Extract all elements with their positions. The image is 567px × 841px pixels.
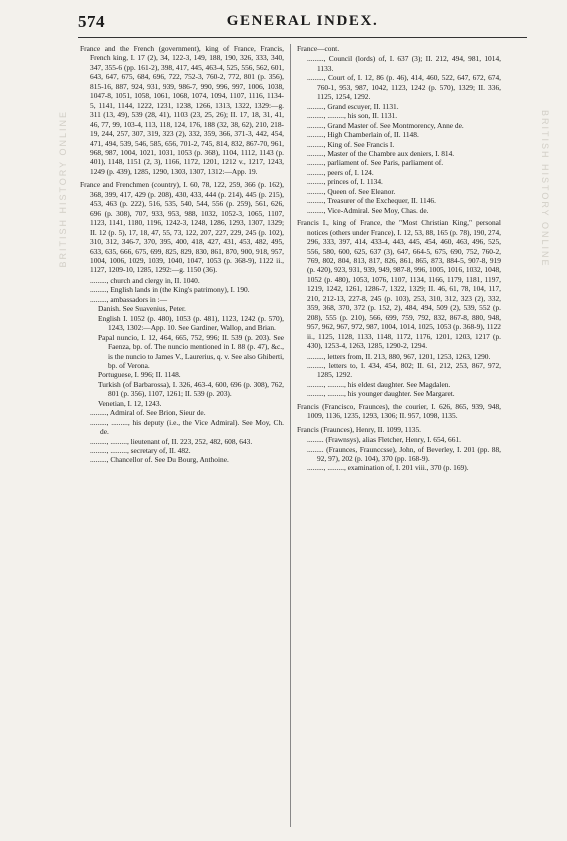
page-number: 574 <box>78 12 105 31</box>
index-subentry: Danish. See Suavenius, Peter. <box>98 304 186 314</box>
index-subentry: ........., ........., examination of, I. 201 viii., 370 (p. 169). <box>307 463 469 473</box>
index-subentry: Turkish (of Barbarossa), I. 326, 463-4, 600, 696 (p. 308), 762, 801 (p. 356), 1107, 1261; II. 539 (p. 203). <box>98 379 284 399</box>
index-subentry: ........., peers of, I. 124. <box>307 167 374 177</box>
watermark-left: BRITISH HISTORY ONLINE <box>58 110 68 268</box>
header-rule <box>78 37 527 38</box>
index-subentry: ........., King of. See Francis I. <box>307 139 395 149</box>
index-subentry: ........., Master of the Chambre aux deniers, I. 814. <box>307 148 455 158</box>
index-subentry: ........., Treasurer of the Exchequer, II. 1146. <box>307 196 436 206</box>
index-subentry: ........., ........., his son, II. 1131. <box>307 111 398 121</box>
index-subentry: Papal nuncio, I. 12, 464, 665, 752, 996; II. 539 (p. 203). See Faenza, bp. of. The nuncio mentioned in I. 88 (p. 47), &c., is the nuncio to James V., Laurerius, q. v. See also Ghiberti, bp. of Verona. <box>98 332 284 370</box>
index-subentry: ........., ........., his deputy (i.e., the Vice Admiral). See Moy, Ch. de. <box>90 417 284 437</box>
index-subentry: ........., letters to, I. 434, 454, 802; II. 61, 212, 253, 867, 972, 1285, 1292. <box>307 360 501 380</box>
index-subentry: ........., ........., his younger daughter. See Margaret. <box>307 389 455 399</box>
index-column-left <box>80 44 284 465</box>
index-subentry: ........., church and clergy in, II. 1040. <box>90 275 200 285</box>
index-entry: France—cont. <box>297 44 340 53</box>
index-subentry: ........., Council (lords) of, I. 637 (3); II. 212, 494, 981, 1014, 1133. <box>307 54 501 73</box>
index-entry: Francis (Fraunces), Henry, II. 1099, 1135. <box>297 424 422 434</box>
index-subentry: ........., Grand Master of. See Montmorency, Anne de. <box>307 120 464 130</box>
index-subentry: ........., letters from, II. 213, 880, 967, 1201, 1253, 1263, 1290. <box>307 351 491 361</box>
index-subentry: ......... (Frawnsys), alias Fletcher, Henry, I. 654, 661. <box>307 435 461 445</box>
index-subentry: Portuguese, I. 996; II. 1148. <box>98 370 181 380</box>
index-subentry: ........., ambassadors in :— <box>90 294 167 304</box>
index-subentry: ........., Admiral of. See Brion, Sieur de. <box>90 408 206 418</box>
index-column-right <box>297 44 501 473</box>
running-head-title: GENERAL INDEX. <box>226 13 379 29</box>
index-subentry: ........., Chancellor of. See Du Bourg, Anthoine. <box>90 455 229 465</box>
index-subentry: ........., princes of, I. 1134. <box>307 177 383 187</box>
index-subentry: ......... (Fraunces, Fraunccsse), John, of Beverley, I. 201 (pp. 88, 92, 97), 202 (p. 104), 370 (pp. 168-9). <box>307 444 501 464</box>
index-subentry: Venetian, I. 12, 1243. <box>98 398 162 408</box>
index-subentry: ........., Grand escuyer, II. 1131. <box>307 101 399 111</box>
watermark-right: BRITISH HISTORY ONLINE <box>540 110 550 268</box>
index-subentry: ........., ........., his eldest daughter. See Magdalen. <box>307 379 451 389</box>
index-subentry: ........., parliament of. See Paris, parliament of. <box>307 158 444 168</box>
column-divider <box>290 44 291 827</box>
page-header <box>78 12 527 38</box>
index-subentry: ........., High Chamberlain of, II. 1148. <box>307 130 419 140</box>
index-entry: Francis (Francisco, Fraunces), the courier, I. 626, 865, 939, 948, 1009, 1136, 1235, 1293, 1306; II. 957, 1098, 1135. <box>297 401 501 421</box>
index-subentry: ........., English lands in (the King's patrimony), I. 190. <box>90 285 250 295</box>
index-subentry: ........., Vice-Admiral. See Moy, Chas. de. <box>307 205 429 215</box>
index-entry: France and Frenchmen (country), I. 60, 78, 122, 259, 366 (p. 162), 368, 399, 417, 429 (p. 208), 430, 433, 444 (p. 214), 445 (p. 215), 453, 463 (p. 222), 516, 535, 540, 544, 556 (p. 259), 561, 626, 696 (p. 308), 707, 933, 953, 988, 1032, 1052-3, 1065, 1107, 1123, 1141, 1180, 1196, 1242-3, 1248, 1286, 1293, 1307, 1329; II. 12 (p. 5), 17, 18, 47, 55, 73, 122, 207, 227, 229, 245 (p. 102), 310, 312, 346-7, 370, 395, 400, 418, 427, 431, 453, 482, 495, 633, 635, 666, 675, 699, 825, 829, 830, 861, 870, 900, 918, 957, 1004, 1006, 1029, 1039, 1040, 1047, 1053 (p. 368-9), 1122 ii., 1127, 1209-10, 1285, 1292:—g. 1150 (36). <box>80 180 284 275</box>
index-subentry: ........., ........., secretary of, II. 482. <box>90 446 191 456</box>
index-subentry: ........., Queen of. See Eleanor. <box>307 186 396 196</box>
index-subentry: ........., Court of, I. 12, 86 (p. 46), 414, 460, 522, 647, 672, 674, 760-1, 953, 987, 1042, 1123, 1242 (p. 570), 1329; II. 336, 1125, 1254, 1292. <box>307 73 501 102</box>
index-subentry: English I. 1052 (p. 480), 1053 (p. 481), 1123, 1242 (p. 570), 1243, 1302:—App. 10. See Gardiner, Wallop, and Brian. <box>98 313 284 333</box>
index-subentry: ........., ........., lieutenant of, II. 223, 252, 482, 608, 643. <box>90 436 253 446</box>
index-entry: Francis I., king of France, the "Most Christian King," personal notices (others under France), I. 12, 53, 88, 165 (p. 78), 190, 274, 296, 333, 397, 414, 433-4, 443, 445, 454, 460, 463, 496, 525, 556, 580, 600, 625, 637 (3), 647, 664-5, 675, 690, 752, 760-2, 769, 802, 804, 813, 817, 826, 861, 865, 873, 884-5, 907-8, 919 (p. 420), 923, 931, 939, 949, 987-8, 996, 1005, 1016, 1032, 1048, 1052 (p. 480), 1053, 1076, 1107, 1134, 1166, 1179, 1181, 1197, 1219, 1242, 1261, 1286-7, 1322, 1329; II. 46, 61, 78, 104, 117, 210, 212-13, 227-8, 245 (p. 103), 253, 310, 312, 323 (2), 332, 359, 368, 370, 372 (p. 152, 2), 484, 494, 509 (2), 539, 552 (p. 208), 555 (p. 210), 566, 699, 759, 792, 832, 867-8, 880, 948, 957, 962, 967, 972, 987, 1004, 1014, 1025, 1053 (p. 368-9), 1122 ii., 1125, 1128, 1133, 1148, 1172, 1176, 1201, 1203, 1217 (p. 430), 1253-4, 1263, 1285, 1290-2, 1294. <box>297 218 501 351</box>
index-entry: France and the French (government), king of France, Francis, French king, I. 17 (2), 34, 122-3, 149, 188, 190, 326, 333, 340, 347, 355-6 (pp. 161-2), 398, 417, 445, 463-4, 525, 556, 562, 601, 643, 647, 675, 684, 696, 722, 752-3, 760-2, 772, 801 (p. 356), 815-16, 887, 924, 931, 939, 986-7, 990, 996, 997, 1006, 1038, 1047-8, 1051, 1058, 1061, 1068, 1074, 1094, 1107, 1116, 1134-5, 1141, 1144, 1222, 1231, 1238, 1266, 1313, 1322, 1329:—g. 311 (13, 49), 539 (28, 41), 1103 (23, 25, 26); II. 17, 18, 31, 41, 46, 77, 99, 103-4, 113, 118, 124, 176, 188 (32, 38, 62), 210, 218-19, 244, 257, 307, 319, 323 (2), 332, 359, 366, 371-3, 442, 454, 471, 494, 539, 546, 585, 656, 701-2, 745, 814, 832, 867-70, 961, 968, 987, 1004, 1021, 1031, 1053 (p. 368), 1104, 1112, 1143 (p. 401), 1148, 1151 (2, 3), 1166, 1172, 1201, 1212 v., 1217, 1243, 1249 (p. 439), 1285, 1290, 1303, 1307, 1312:—App. 19. <box>80 44 284 176</box>
